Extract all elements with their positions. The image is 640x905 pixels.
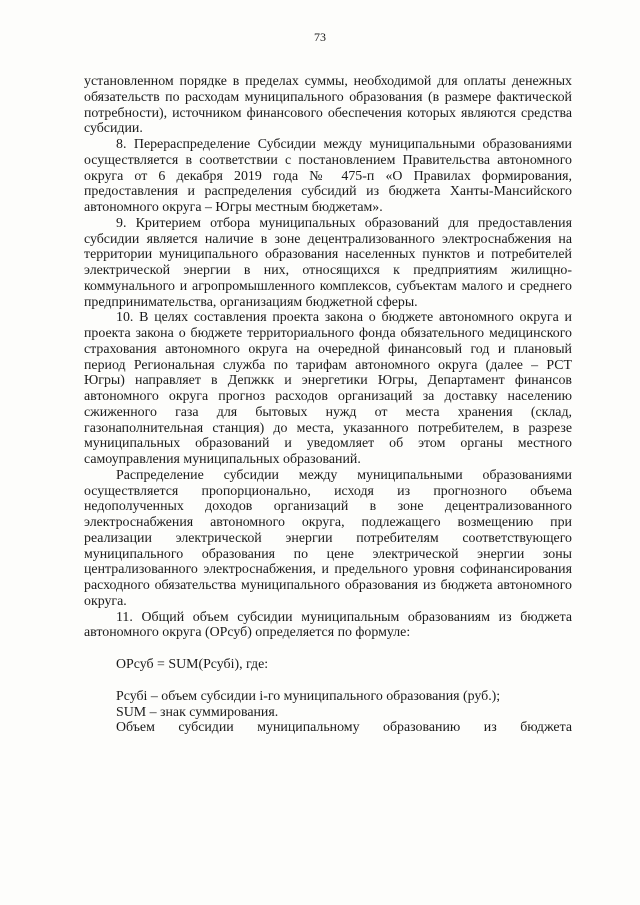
formula: ОРсуб = SUM(Рсубi), где: [116, 657, 269, 672]
paragraph-distribution: Распределение субсидии между муниципальными образованиями осуществляется пропорционально, исходя из прогнозного объема недополученных доходов организаций в зоне децентрализованного электроснабжения автономного округа, подлежащего возмещению при реализации электрической энергии потребителям соответствующего муниципального образования по цене электрической энергии зоны централизованного электроснабжения, и предельного уровня софинансирования расходного обязательства муниципального образования из бюджета автономного округа. [84, 467, 572, 609]
spacer [84, 641, 572, 657]
formula-definition-1: Рсубi – объем субсидии i-го муниципального образования (руб.); [116, 688, 501, 704]
paragraph-volume: Объем субсидии муниципальному образованию из бюджета [116, 720, 572, 736]
formula-definition-2: SUM – знак суммирования. [116, 704, 279, 720]
paragraph-10: 10. В целях составления проекта закона о бюджете автономного округа и проекта закона о бюджете территориального фонда обязательного медицинского страхования автономного округа на очередной финансовый год и плановый период Региональная служба по тарифам автономного округа (далее – РСТ Югры) направляет в Депжкк и энергетики Югры, Департамент финансов автономного округа прогноз расходов организаций за доставку населению сжиженного газа для бытовых нужд от места хранения (склад, газонаполнительная станция) до места, указанного потребителем, в разрезе муниципальных образований и уведомляет об этом органы местного самоуправления муниципальных образований. [84, 310, 572, 467]
paragraph-11: 11. Общий объем субсидии муниципальным образованиям из бюджета автономного округа (ОРсуб) определяется по формуле: [84, 609, 572, 641]
spacer [84, 673, 572, 689]
document-body [84, 74, 572, 736]
paragraph-continuation: установленном порядке в пределах суммы, необходимой для оплаты денежных обязательств по расходам муниципального образования (в размере фактической потребности), источником финансового обеспечения которых являются средства субсидии. [84, 74, 572, 137]
paragraph-9: 9. Критерием отбора муниципальных образований для предоставления субсидии является наличие в зоне децентрализованного электроснабжения на территории муниципального образования населенных пунктов и потребителей электрической энергии в них, относящихся к предприятиям жилищно-коммунального и агропромышленного комплексов, субъектам малого и среднего предпринимательства, организациям бюджетной сферы. [84, 215, 572, 310]
page-number: 73 [314, 30, 326, 44]
paragraph-8: 8. Перераспределение Субсидии между муниципальными образованиями осуществляется в соответствии с постановлением Правительства автономного округа от 6 декабря 2019 года № 475-п «О Правилах формирования, предоставления и распределения субсидий из бюджета Ханты-Мансийского автономного округа – Югры местным бюджетам». [84, 137, 572, 215]
